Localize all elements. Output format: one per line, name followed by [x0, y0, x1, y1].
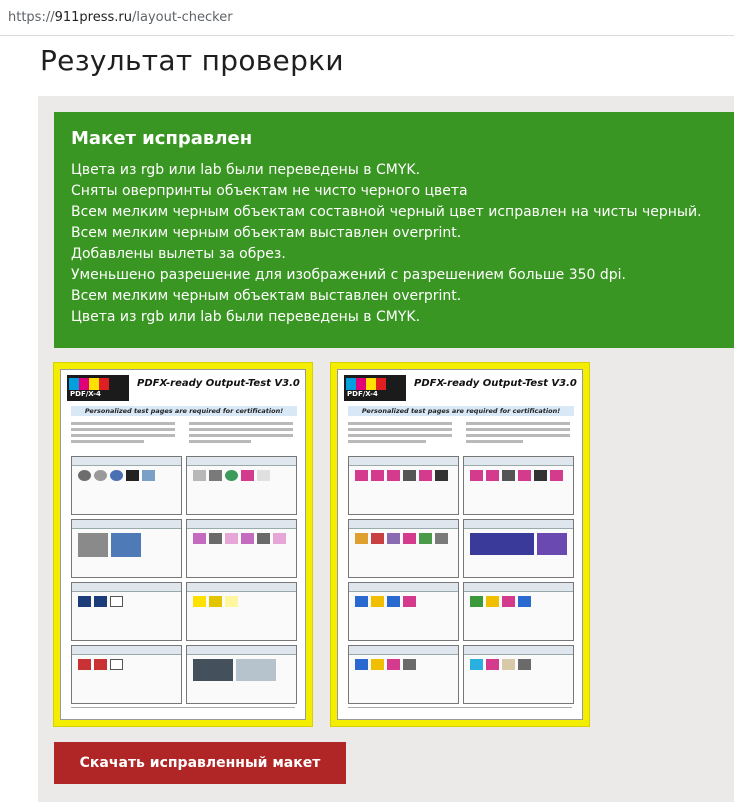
- preview-sheet: [337, 369, 583, 720]
- test-patch-grid: [71, 456, 297, 704]
- test-patch: [186, 645, 297, 704]
- text-block: [466, 422, 570, 452]
- fix-item: Цвета из rgb или lab были переведены в CMYK.: [71, 162, 421, 178]
- preview-title: PDFX-ready Output-Test V3.0: [137, 378, 300, 389]
- page-footer: [71, 707, 295, 713]
- preview-page-1[interactable]: [53, 362, 313, 727]
- test-patch: [71, 645, 182, 704]
- url-path: /layout-checker: [132, 10, 233, 25]
- test-patch-grid: [348, 456, 574, 704]
- page-title: Результат проверки: [40, 44, 344, 77]
- preview-subtitle: Personalized test pages are required for certification!: [71, 406, 297, 416]
- test-patch: [463, 519, 574, 578]
- logo-text: PDF/X-4: [347, 390, 378, 398]
- fix-item: Добавлены вылеты за обрез.: [71, 246, 286, 262]
- test-patch: [348, 519, 459, 578]
- fix-item: Цвета из rgb или lab были переведены в CMYK.: [71, 309, 421, 325]
- url-host: 911press.ru: [54, 10, 132, 25]
- preview-page-2[interactable]: [330, 362, 590, 727]
- test-patch: [186, 519, 297, 578]
- url-scheme: https://: [8, 10, 55, 25]
- color-bars-icon: [69, 378, 109, 390]
- address-bar[interactable]: [0, 0, 734, 36]
- test-patch: [186, 456, 297, 515]
- test-patch: [348, 456, 459, 515]
- preview-title: PDFX-ready Output-Test V3.0: [414, 378, 577, 389]
- fix-item: Всем мелким черным объектам выставлен overprint.: [71, 288, 462, 304]
- fix-item: Сняты оверпринты объектам не чисто черного цвета: [71, 183, 468, 199]
- fix-item: Всем мелким черным объектам составной черный цвет исправлен на чисты черный.: [71, 204, 702, 220]
- success-heading: Макет исправлен: [71, 128, 253, 149]
- fix-item: Уменьшено разрешение для изображений с разрешением больше 350 dpi.: [71, 267, 627, 283]
- fix-list: [71, 160, 734, 328]
- text-block: [189, 422, 293, 452]
- preview-sheet: [60, 369, 306, 720]
- test-patch: [71, 582, 182, 641]
- result-panel: [38, 96, 734, 802]
- color-bars-icon: [346, 378, 386, 390]
- success-message: [54, 112, 734, 348]
- test-patch: [186, 582, 297, 641]
- test-patch: [463, 456, 574, 515]
- fix-item: Всем мелким черным объектам выставлен overprint.: [71, 225, 462, 241]
- page-footer: [348, 707, 572, 713]
- test-patch: [71, 519, 182, 578]
- test-patch: [463, 582, 574, 641]
- logo-text: PDF/X-4: [70, 390, 101, 398]
- test-patch: [348, 582, 459, 641]
- test-patch: [348, 645, 459, 704]
- download-fixed-layout-button[interactable]: Скачать исправленный макет: [54, 742, 346, 784]
- test-patch: [463, 645, 574, 704]
- url-text[interactable]: [8, 10, 233, 25]
- preview-subtitle: Personalized test pages are required for certification!: [348, 406, 574, 416]
- pdfx-ready-logo: [344, 375, 406, 401]
- text-block: [71, 422, 175, 452]
- pdfx-ready-logo: [67, 375, 129, 401]
- text-block: [348, 422, 452, 452]
- test-patch: [71, 456, 182, 515]
